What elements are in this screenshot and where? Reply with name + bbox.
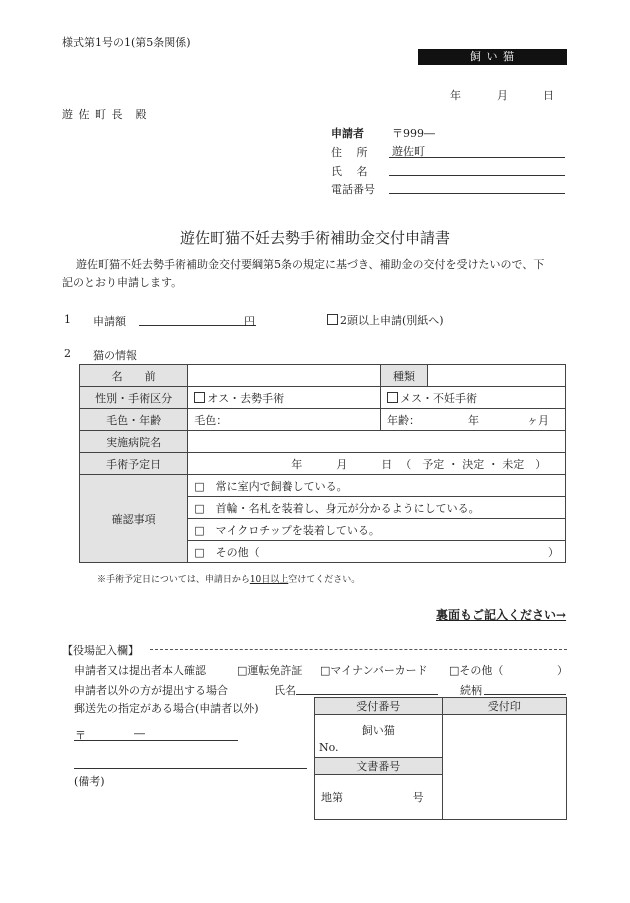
proxy-relation-label: 続柄 (460, 684, 482, 697)
cat-name-row (80, 365, 566, 387)
hospital-input[interactable] (188, 431, 566, 453)
applicant-heading: 申請者 (331, 127, 364, 140)
breed-label: 種類 (381, 365, 428, 386)
postal-mark: 〒 (75, 729, 86, 742)
postal-field[interactable] (74, 740, 238, 741)
confirm-row-1 (80, 475, 566, 497)
color-age-label: 毛色・年齢 (80, 409, 188, 431)
confirm-item-indoor[interactable]: □ 常に室内で飼養している。 (188, 475, 566, 497)
date-year: 年 (450, 89, 461, 102)
intro-line-1: 遊佐町猫不妊去勢手術補助金交付要綱第5条の規定に基づき、補助金の交付を受けたいので、下 (76, 258, 545, 271)
sex-row (80, 387, 566, 409)
name-field[interactable] (389, 175, 565, 176)
pet-cat-label: 飼い猫 (361, 724, 395, 737)
multi-cat-checkbox[interactable] (327, 312, 444, 328)
color-input[interactable]: 毛色： (188, 409, 381, 431)
date-day: 日 (543, 89, 554, 102)
sex-label: 性別・手術区分 (80, 387, 188, 409)
section1-number: 1 (64, 313, 71, 326)
address-underline (389, 157, 565, 158)
applicant-postal[interactable]: 〒999― (392, 127, 435, 140)
postal-dash: ― (134, 727, 145, 740)
surgery-status[interactable]: （ 予定 ・ 決定 ・ 未定 ） (400, 457, 547, 471)
section2-number: 2 (64, 347, 71, 360)
proxy-label: 申請者以外の方が提出する場合 (74, 684, 228, 697)
mail-label: 郵送先の指定がある場合(申請者以外) (74, 702, 259, 715)
amount-unit: 円 (244, 315, 255, 328)
date-month: 月 (497, 89, 508, 102)
surgery-date-label: 手術予定日 (80, 453, 188, 475)
form-badge: 飼 い 猫 (418, 49, 567, 65)
reception-number-header: 受付番号 (315, 698, 443, 715)
proxy-relation-field[interactable] (484, 694, 566, 695)
cat-info-table (79, 364, 566, 563)
confirm-item-microchip[interactable]: □ マイクロチップを装着している。 (188, 519, 566, 541)
reception-stamp-header: 受付印 (442, 698, 566, 715)
amount-field[interactable] (139, 325, 256, 326)
surgery-date-row (80, 453, 566, 475)
proxy-name-label: 氏名 (274, 684, 296, 697)
option-other[interactable]: □その他（ (449, 664, 504, 677)
surgery-note: ※手術予定日については、申請日から10日以上空けてください。 (97, 575, 361, 585)
confirm-item-collar[interactable]: □ 首輪・名札を装着し、身元が分かるようにしている。 (188, 497, 566, 519)
confirm-item-other[interactable]: □ その他（ ） (188, 541, 566, 563)
form-number: 様式第1号の1(第5条関係) (62, 36, 191, 49)
remarks-label: (備考) (74, 775, 105, 788)
confirm-label: 確認事項 (80, 475, 188, 563)
age-input[interactable]: 年齢： 年 ヶ月 (381, 409, 566, 431)
color-age-row (80, 409, 566, 431)
document-title: 遊佐町猫不妊去勢手術補助金交付申請書 (179, 229, 450, 247)
checkbox-icon (387, 392, 398, 403)
multi-cat-label: 2頭以上申請(別紙へ) (340, 314, 444, 327)
option-other-close: ） (557, 664, 568, 677)
address-value[interactable]: 遊佐町 (392, 145, 425, 158)
checkbox-icon (327, 314, 338, 325)
phone-field[interactable] (389, 193, 565, 194)
office-divider (150, 649, 567, 650)
cat-name-input[interactable] (188, 365, 381, 387)
phone-label: 電話番号 (331, 183, 375, 196)
breed-input[interactable] (428, 365, 565, 386)
mail-address-field[interactable] (74, 768, 307, 769)
cat-name-label: 名 前 (80, 365, 188, 387)
hospital-label: 実施病院名 (80, 431, 188, 453)
intro-line-2: 記のとおり申請します。 (62, 276, 183, 289)
office-stamp-table (314, 697, 567, 820)
proxy-name-field[interactable] (296, 694, 438, 695)
option-license[interactable]: □運転免許証 (237, 664, 303, 677)
reception-number-cell[interactable] (315, 715, 443, 758)
back-side-note: 裏面もご記入ください→ (436, 608, 567, 622)
hospital-row (80, 431, 566, 453)
number-label: No. (319, 741, 339, 754)
name-label: 氏 名 (331, 165, 368, 178)
male-option[interactable]: オス・去勢手術 (188, 387, 381, 409)
reception-stamp-cell[interactable] (442, 715, 566, 820)
id-check-label: 申請者又は提出者本人確認 (74, 664, 206, 677)
female-option[interactable]: メス・不妊手術 (381, 387, 566, 409)
option-mynumber[interactable]: □マイナンバーカード (320, 664, 428, 677)
document-number-cell[interactable]: 地第 号 (315, 775, 443, 820)
addressee: 遊 佐 町 長 殿 (62, 108, 148, 121)
document-number-header: 文書番号 (315, 758, 443, 775)
checkbox-icon (194, 392, 205, 403)
surgery-date-input[interactable]: 年 月 日 （ 予定 ・ 決定 ・ 未定 ） (188, 453, 566, 475)
address-label: 住 所 (331, 146, 368, 159)
office-section-header: 【役場記入欄】 (62, 644, 139, 657)
cat-info-heading: 猫の情報 (93, 349, 137, 362)
amount-label: 申請額 (93, 315, 126, 328)
